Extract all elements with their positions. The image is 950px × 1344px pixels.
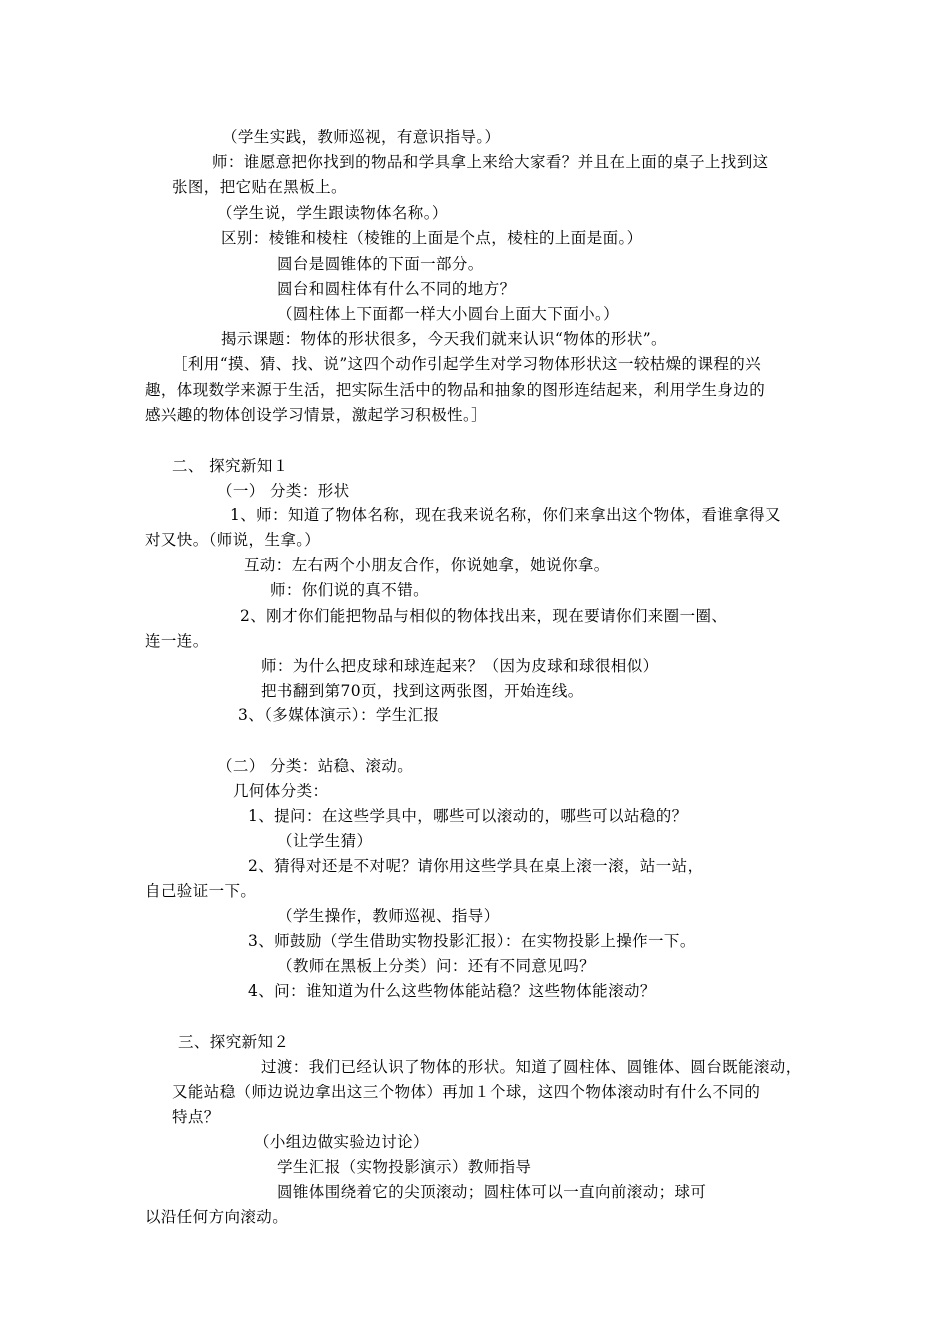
text-line-32: （教师在黑板上分类）问：还有不同意见吗？ [277, 957, 596, 975]
text-line-25: 几何体分类： [233, 782, 329, 800]
text-line-6: 圆台是圆锥体的下面一部分。 [277, 255, 484, 273]
text-line-31: 3、师鼓励（学生借助实物投影汇报）：在实物投影上操作一下。 [248, 932, 696, 950]
text-line-35: 过渡：我们已经认识了物体的形状。知道了圆柱体、圆锥体、圆台既能滚动， [261, 1058, 802, 1076]
text-line-10: ［利用“摸、猜、找、说”这四个动作引起学生对学习物体形状这一较枯燥的课程的兴 [172, 355, 762, 373]
text-line-24: （二） 分类：站稳、滚动。 [217, 757, 414, 775]
text-line-3: 张图，把它贴在黑板上。 [172, 178, 347, 196]
text-line-1: （学生实践，教师巡视，有意识指导。） [222, 128, 501, 146]
text-line-7: 圆台和圆柱体有什么不同的地方？ [277, 280, 516, 298]
text-line-28: 2、猜得对还是不对呢？请你用这些学具在桌上滚一滚，站一站， [248, 857, 704, 875]
text-line-18: 师：你们说的真不错。 [270, 581, 430, 599]
text-line-26: 1、提问：在这些学具中，哪些可以滚动的，哪些可以站稳的？ [248, 807, 688, 825]
text-line-29: 自己验证一下。 [145, 882, 257, 900]
text-line-22: 把书翻到第70页，找到这两张图，开始连线。 [261, 682, 584, 700]
text-line-27: （让学生猜） [277, 832, 373, 850]
text-line-4: （学生说，学生跟读物体名称。） [217, 204, 448, 222]
text-line-2: 师：谁愿意把你找到的物品和学具拿上来给大家看？并且在上面的桌子上找到这 [212, 153, 769, 171]
text-line-17: 互动：左右两个小朋友合作，你说她拿，她说你拿。 [244, 556, 610, 574]
text-line-23: 3、（多媒体演示）：学生汇报 [238, 706, 440, 724]
section-heading-2: 二、 探究新知１ [172, 457, 289, 475]
text-line-11: 趣，体现数学来源于生活，把实际生活中的物品和抽象的图形连结起来，利用学生身边的 [145, 381, 766, 399]
text-line-37: 特点？ [172, 1108, 220, 1126]
text-line-21: 师：为什么把皮球和球连起来？（因为皮球和球很相似） [261, 657, 659, 675]
text-line-33: 4、问：谁知道为什么这些物体能站稳？这些物体能滚动？ [248, 982, 656, 1000]
text-line-8: （圆柱体上下面都一样大小圆台上面大下面小。） [277, 305, 620, 323]
text-line-38: （小组边做实验边讨论） [254, 1133, 429, 1151]
text-line-36: 又能站稳（师边说边拿出这三个物体）再加１个球，这四个物体滚动时有什么不同的 [172, 1083, 761, 1101]
text-line-19: 2、刚才你们能把物品与相似的物体找出来，现在要请你们来圈一圈、 [240, 607, 728, 625]
text-line-41: 以沿任何方向滚动。 [145, 1208, 289, 1226]
text-line-20: 连一连。 [145, 632, 209, 650]
text-line-5: 区别：棱锥和棱柱（棱锥的上面是个点，棱柱的上面是面。） [221, 229, 643, 247]
text-line-14: （一） 分类：形状 [217, 482, 350, 500]
section-heading-3: 三、探究新知２ [178, 1033, 290, 1051]
text-line-39: 学生汇报（实物投影演示）教师指导 [277, 1158, 532, 1176]
text-line-12: 感兴趣的物体创设学习情景，激起学习积极性。］ [145, 406, 488, 424]
text-line-30: （学生操作，教师巡视、指导） [277, 907, 500, 925]
text-line-40: 圆锥体围绕着它的尖顶滚动；圆柱体可以一直向前滚动；球可 [277, 1183, 707, 1201]
text-line-9: 揭示课题：物体的形状很多，今天我们就来认识“物体的形状”。 [221, 330, 667, 348]
text-line-15: 1、师：知道了物体名称，现在我来说名称，你们来拿出这个物体，看谁拿得又 [230, 506, 781, 524]
text-line-16: 对又快。（师说，生拿。） [145, 531, 321, 549]
